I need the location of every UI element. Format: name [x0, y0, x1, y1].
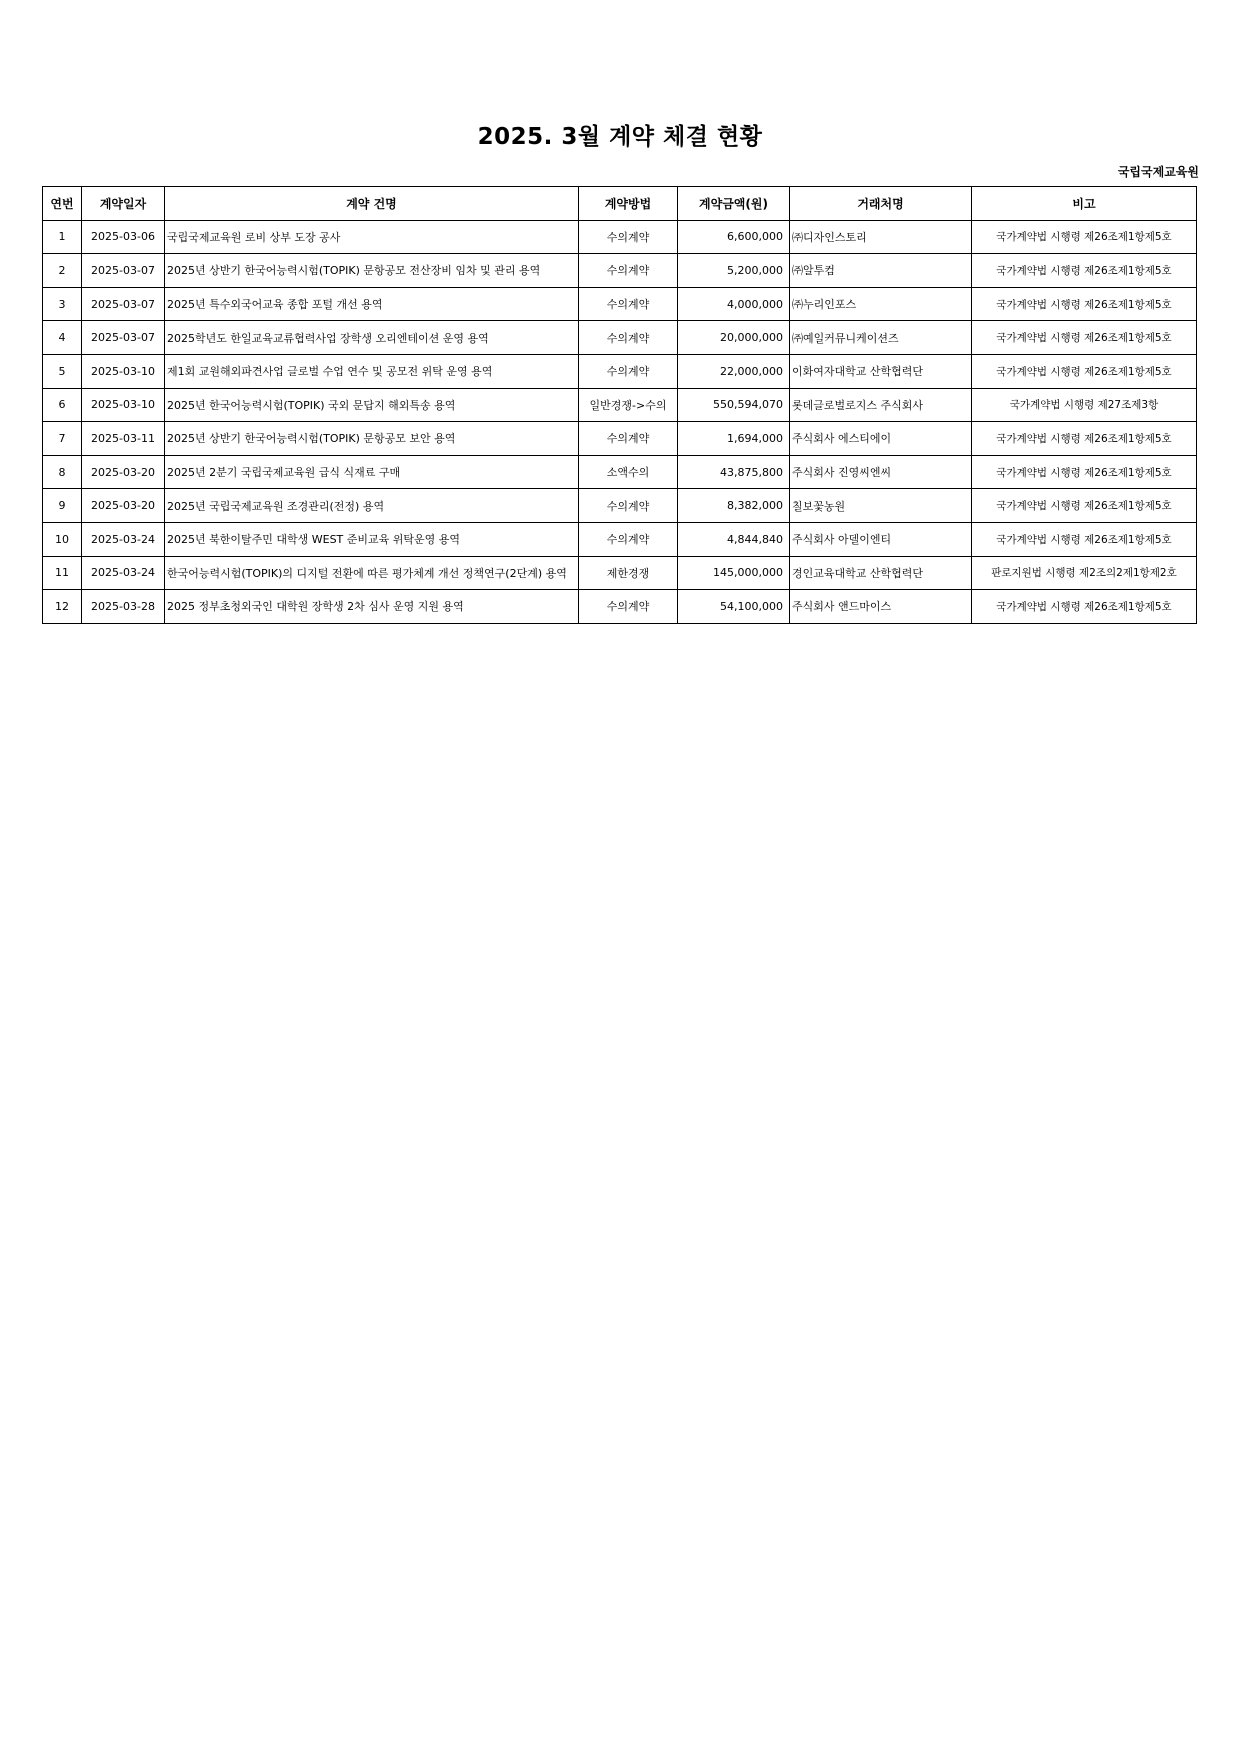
cell-no: 5 [43, 354, 82, 388]
table-row [43, 455, 1197, 489]
cell-contract-name: 2025년 한국어능력시험(TOPIK) 국외 문답지 해외특송 용역 [165, 388, 579, 422]
header-note: 비고 [972, 187, 1197, 221]
cell-no: 4 [43, 321, 82, 355]
cell-vendor: ㈜디자인스토리 [790, 220, 972, 254]
cell-method: 수의계약 [579, 254, 678, 288]
table-body [43, 220, 1197, 623]
cell-no: 8 [43, 455, 82, 489]
cell-method: 수의계약 [579, 422, 678, 456]
cell-date: 2025-03-07 [82, 287, 165, 321]
cell-date: 2025-03-20 [82, 455, 165, 489]
cell-amount: 550,594,070 [678, 388, 790, 422]
cell-contract-name: 2025년 특수외국어교육 종합 포털 개선 용역 [165, 287, 579, 321]
cell-method: 일반경쟁->수의 [579, 388, 678, 422]
cell-no: 9 [43, 489, 82, 523]
table-row [43, 354, 1197, 388]
cell-vendor: 주식회사 앤드마이스 [790, 590, 972, 624]
cell-contract-name: 2025 정부초청외국인 대학원 장학생 2차 심사 운영 지원 용역 [165, 590, 579, 624]
cell-no: 12 [43, 590, 82, 624]
cell-note: 국가계약법 시행령 제26조제1항제5호 [972, 455, 1197, 489]
cell-method: 수의계약 [579, 590, 678, 624]
cell-note: 판로지원법 시행령 제2조의2제1항제2호 [972, 556, 1197, 590]
organization-name: 국립국제교육원 [1117, 165, 1199, 179]
cell-amount: 5,200,000 [678, 254, 790, 288]
cell-note: 국가계약법 시행령 제26조제1항제5호 [972, 321, 1197, 355]
cell-vendor: ㈜예일커뮤니케이션즈 [790, 321, 972, 355]
cell-no: 7 [43, 422, 82, 456]
page-title: 2025. 3월 계약 체결 현황 [477, 124, 763, 150]
cell-no: 10 [43, 522, 82, 556]
cell-amount: 1,694,000 [678, 422, 790, 456]
cell-amount: 4,000,000 [678, 287, 790, 321]
table-row [43, 321, 1197, 355]
cell-note: 국가계약법 시행령 제26조제1항제5호 [972, 522, 1197, 556]
cell-note: 국가계약법 시행령 제26조제1항제5호 [972, 354, 1197, 388]
cell-date: 2025-03-24 [82, 522, 165, 556]
cell-note: 국가계약법 시행령 제26조제1항제5호 [972, 590, 1197, 624]
table-row [43, 220, 1197, 254]
cell-contract-name: 2025년 상반기 한국어능력시험(TOPIK) 문항공모 전산장비 임차 및 관리 용역 [165, 254, 579, 288]
table-row [43, 556, 1197, 590]
cell-note: 국가계약법 시행령 제26조제1항제5호 [972, 287, 1197, 321]
cell-amount: 43,875,800 [678, 455, 790, 489]
cell-contract-name: 2025년 북한이탈주민 대학생 WEST 준비교육 위탁운영 용역 [165, 522, 579, 556]
cell-contract-name: 2025학년도 한일교육교류협력사업 장학생 오리엔테이션 운영 용역 [165, 321, 579, 355]
cell-date: 2025-03-07 [82, 321, 165, 355]
cell-date: 2025-03-28 [82, 590, 165, 624]
cell-amount: 8,382,000 [678, 489, 790, 523]
cell-date: 2025-03-20 [82, 489, 165, 523]
cell-amount: 6,600,000 [678, 220, 790, 254]
table-header-row [43, 187, 1197, 221]
cell-contract-name: 국립국제교육원 로비 상부 도장 공사 [165, 220, 579, 254]
cell-vendor: 주식회사 진영씨엔씨 [790, 455, 972, 489]
table-row [43, 522, 1197, 556]
cell-method: 수의계약 [579, 354, 678, 388]
cell-method: 수의계약 [579, 522, 678, 556]
cell-date: 2025-03-11 [82, 422, 165, 456]
cell-method: 수의계약 [579, 287, 678, 321]
cell-date: 2025-03-10 [82, 354, 165, 388]
table-row [43, 287, 1197, 321]
cell-no: 1 [43, 220, 82, 254]
table-row [43, 590, 1197, 624]
cell-note: 국가계약법 시행령 제27조제3항 [972, 388, 1197, 422]
cell-method: 수의계약 [579, 489, 678, 523]
header-vendor: 거래처명 [790, 187, 972, 221]
cell-vendor: 주식회사 아델이엔티 [790, 522, 972, 556]
cell-method: 제한경쟁 [579, 556, 678, 590]
cell-method: 소액수의 [579, 455, 678, 489]
cell-no: 3 [43, 287, 82, 321]
cell-vendor: 경인교육대학교 산학협력단 [790, 556, 972, 590]
table-row [43, 254, 1197, 288]
cell-method: 수의계약 [579, 321, 678, 355]
cell-amount: 4,844,840 [678, 522, 790, 556]
cell-vendor: 롯데글로벌로지스 주식회사 [790, 388, 972, 422]
cell-note: 국가계약법 시행령 제26조제1항제5호 [972, 489, 1197, 523]
table-row [43, 388, 1197, 422]
header-amount: 계약금액(원) [678, 187, 790, 221]
table-row [43, 489, 1197, 523]
cell-method: 수의계약 [579, 220, 678, 254]
cell-note: 국가계약법 시행령 제26조제1항제5호 [972, 254, 1197, 288]
cell-vendor: ㈜누리인포스 [790, 287, 972, 321]
cell-date: 2025-03-06 [82, 220, 165, 254]
cell-contract-name: 한국어능력시험(TOPIK)의 디지털 전환에 따른 평가체계 개선 정책연구(2단계) 용역 [165, 556, 579, 590]
cell-note: 국가계약법 시행령 제26조제1항제5호 [972, 422, 1197, 456]
contracts-table [42, 186, 1197, 624]
cell-amount: 22,000,000 [678, 354, 790, 388]
cell-date: 2025-03-10 [82, 388, 165, 422]
cell-date: 2025-03-07 [82, 254, 165, 288]
cell-contract-name: 2025년 국립국제교육원 조경관리(전정) 용역 [165, 489, 579, 523]
cell-contract-name: 2025년 2분기 국립국제교육원 급식 식재료 구매 [165, 455, 579, 489]
cell-amount: 20,000,000 [678, 321, 790, 355]
cell-no: 2 [43, 254, 82, 288]
cell-no: 6 [43, 388, 82, 422]
cell-amount: 145,000,000 [678, 556, 790, 590]
cell-contract-name: 제1회 교원해외파견사업 글로벌 수업 연수 및 공모전 위탁 운영 용역 [165, 354, 579, 388]
cell-no: 11 [43, 556, 82, 590]
header-method: 계약방법 [579, 187, 678, 221]
cell-vendor: 주식회사 에스티에이 [790, 422, 972, 456]
cell-vendor: 칠보꽃농원 [790, 489, 972, 523]
cell-amount: 54,100,000 [678, 590, 790, 624]
header-no: 연번 [43, 187, 82, 221]
cell-vendor: 이화여자대학교 산학협력단 [790, 354, 972, 388]
cell-vendor: ㈜알투컴 [790, 254, 972, 288]
cell-date: 2025-03-24 [82, 556, 165, 590]
table-row [43, 422, 1197, 456]
header-date: 계약일자 [82, 187, 165, 221]
cell-note: 국가계약법 시행령 제26조제1항제5호 [972, 220, 1197, 254]
cell-contract-name: 2025년 상반기 한국어능력시험(TOPIK) 문항공모 보안 용역 [165, 422, 579, 456]
header-contract-name: 계약 건명 [165, 187, 579, 221]
